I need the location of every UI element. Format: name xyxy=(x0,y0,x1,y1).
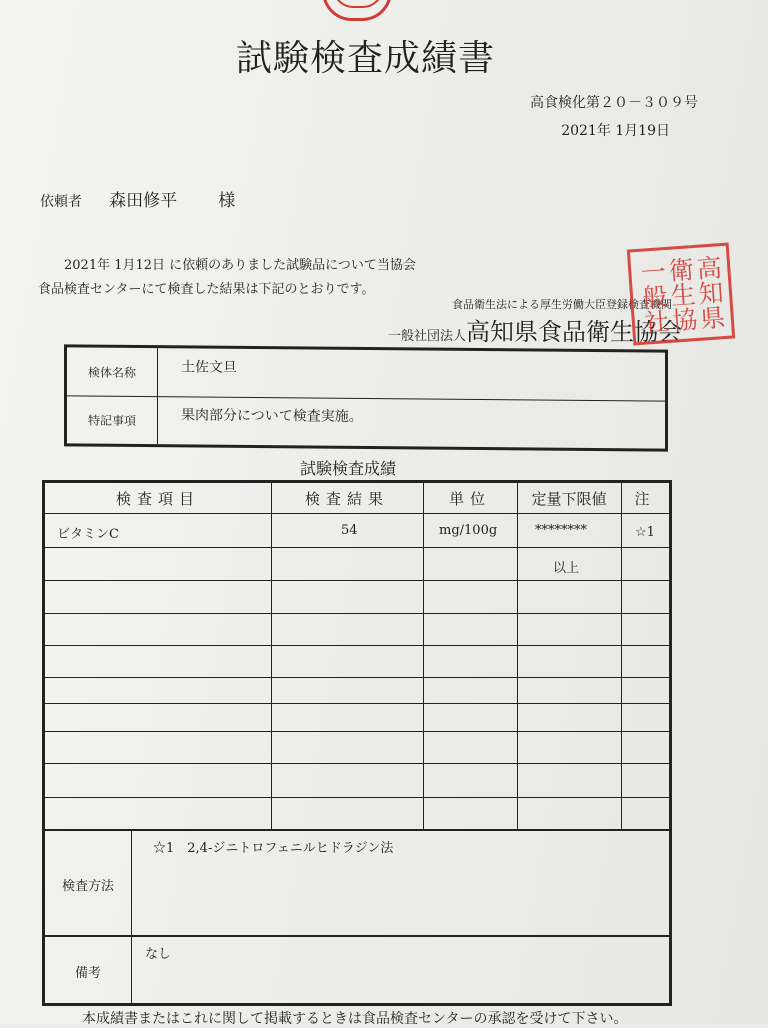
header-unit: 単位 xyxy=(423,483,518,514)
official-seal-stamp xyxy=(627,243,735,346)
document-title: 試験検査成績書 xyxy=(236,38,496,79)
results-table xyxy=(42,480,672,1006)
remarks-value: なし xyxy=(145,947,172,962)
reference-number: 高食検化第２０－３０９号 xyxy=(530,95,698,111)
row1-result: 54 xyxy=(341,523,358,538)
registration-text: 食品衛生法による厚生労働大臣登録検査機関 xyxy=(452,298,672,311)
client-label: 依頼者 xyxy=(40,194,82,210)
association-name: 高知県食品衛生協会 xyxy=(466,318,683,346)
method-label: 検査方法 xyxy=(45,831,132,937)
header-item: 検査項目 xyxy=(45,483,272,514)
row1-item: ビタミンC xyxy=(57,527,119,542)
method-value: ☆1 2,4-ジニトロフェニルヒドラジン法 xyxy=(153,841,394,856)
issue-date: 2021年 1月19日 xyxy=(561,123,670,139)
results-section-title: 試験検査成績 xyxy=(300,459,397,478)
sample-name-row xyxy=(67,347,665,401)
client-name: 森田修平 xyxy=(109,191,178,211)
row1-unit: mg/100g xyxy=(439,523,498,538)
header-result: 検査結果 xyxy=(271,483,424,514)
intro-text xyxy=(38,254,416,302)
notes-label: 特記事項 xyxy=(67,395,158,444)
row1-note: ☆1 xyxy=(635,525,655,540)
notes-row xyxy=(67,395,665,448)
intro-line-2: 食品検査センターにて検査した結果は下記のとおりです。 xyxy=(38,282,375,297)
method-section xyxy=(45,829,669,937)
row1-limit: ******** xyxy=(535,523,587,538)
sample-name-value: 土佐文旦 xyxy=(181,359,237,376)
client-honorific: 様 xyxy=(218,191,236,211)
remarks-label: 備考 xyxy=(45,937,132,1005)
notes-value: 果肉部分について検査実施。 xyxy=(181,407,363,425)
top-seal-stamp xyxy=(322,0,392,21)
sample-name-label: 検体名称 xyxy=(67,347,158,396)
sample-info-table xyxy=(64,344,668,451)
row2-limit: 以上 xyxy=(553,561,580,576)
header-limit: 定量下限値 xyxy=(517,483,622,514)
footer-notice: 本成績書またはこれに関して掲載するときは食品検査センターの承認を受けて下さい。 xyxy=(82,1011,628,1027)
association-prefix: 一般社団法人 xyxy=(388,329,467,344)
intro-line-1: 2021年 1月12日 に依頼のありました試験品について当協会 xyxy=(64,258,416,273)
client-line xyxy=(40,186,235,211)
seal-text: 高知県 衛生協 一般社 xyxy=(636,253,727,335)
header-note: 注 xyxy=(621,483,669,514)
remarks-section xyxy=(45,935,669,1005)
